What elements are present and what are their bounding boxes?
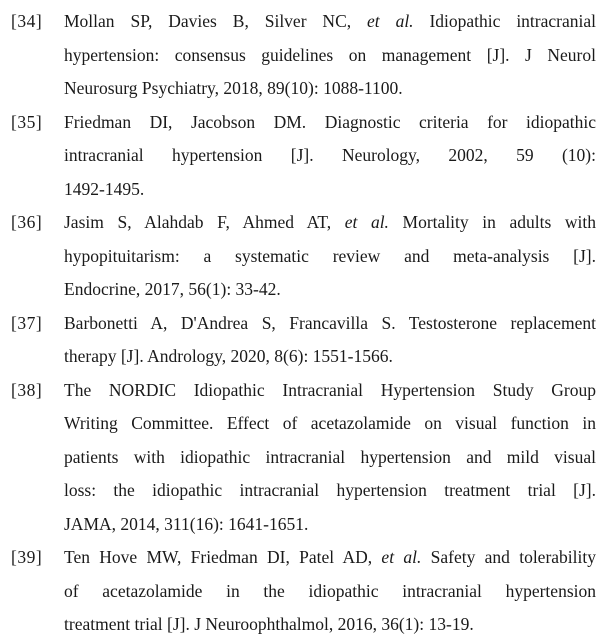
reference-list: [0, 5, 607, 642]
reference-line: of acetazolamide in the idiopathic intracranial hypertension: [64, 580, 596, 601]
reference-line: The NORDIC Idiopathic Intracranial Hypertension Study Group: [64, 379, 596, 400]
reference-line: patients with idiopathic intracranial hypertension and mild visual: [64, 446, 596, 467]
reference-37: [0, 307, 607, 374]
reference-35: [0, 106, 607, 207]
reference-39: [0, 541, 607, 642]
reference-line: therapy [J]. Andrology, 2020, 8(6): 1551-1566.: [64, 346, 393, 366]
reference-line: Endocrine, 2017, 56(1): 33-42.: [64, 279, 281, 299]
reference-line: loss: the idiopathic intracranial hypertension treatment trial [J].: [64, 480, 596, 500]
reference-number: [36]: [11, 212, 43, 232]
reference-line: Ten Hove MW, Friedman DI, Patel AD, et al. Safety and tolerability: [64, 547, 596, 567]
reference-line: hypertension: consensus guidelines on management [J]. J Neurol: [64, 44, 596, 65]
reference-line: Barbonetti A, D'Andrea S, Francavilla S. Testosterone replacement: [64, 312, 596, 333]
reference-number: [38]: [11, 379, 43, 400]
reference-line: treatment trial [J]. J Neuroophthalmol, 2016, 36(1): 13-19.: [64, 614, 474, 634]
reference-line: 1492-1495.: [64, 178, 145, 199]
reference-line: Friedman DI, Jacobson DM. Diagnostic criteria for idiopathic: [64, 111, 596, 132]
reference-34: [0, 5, 607, 106]
reference-line: JAMA, 2014, 311(16): 1641-1651.: [64, 513, 309, 534]
reference-number: [37]: [11, 312, 43, 333]
reference-line: hypopituitarism: a systematic review and meta-analysis [J].: [64, 245, 596, 266]
reference-36: [0, 206, 607, 307]
reference-line: Writing Committee. Effect of acetazolamide on visual function in: [64, 413, 596, 433]
reference-line: intracranial hypertension [J]. Neurology, 2002, 59 (10):: [64, 145, 596, 165]
reference-line: Jasim S, Alahdab F, Ahmed AT, et al. Mortality in adults with: [64, 212, 596, 232]
reference-line: Mollan SP, Davies B, Silver NC, et al. Idiopathic intracranial: [64, 11, 596, 31]
reference-number: [39]: [11, 547, 43, 567]
reference-number: [34]: [11, 11, 43, 31]
reference-38: [0, 374, 607, 542]
reference-line: Neurosurg Psychiatry, 2018, 89(10): 1088-1100.: [64, 78, 403, 98]
reference-number: [35]: [11, 111, 43, 132]
